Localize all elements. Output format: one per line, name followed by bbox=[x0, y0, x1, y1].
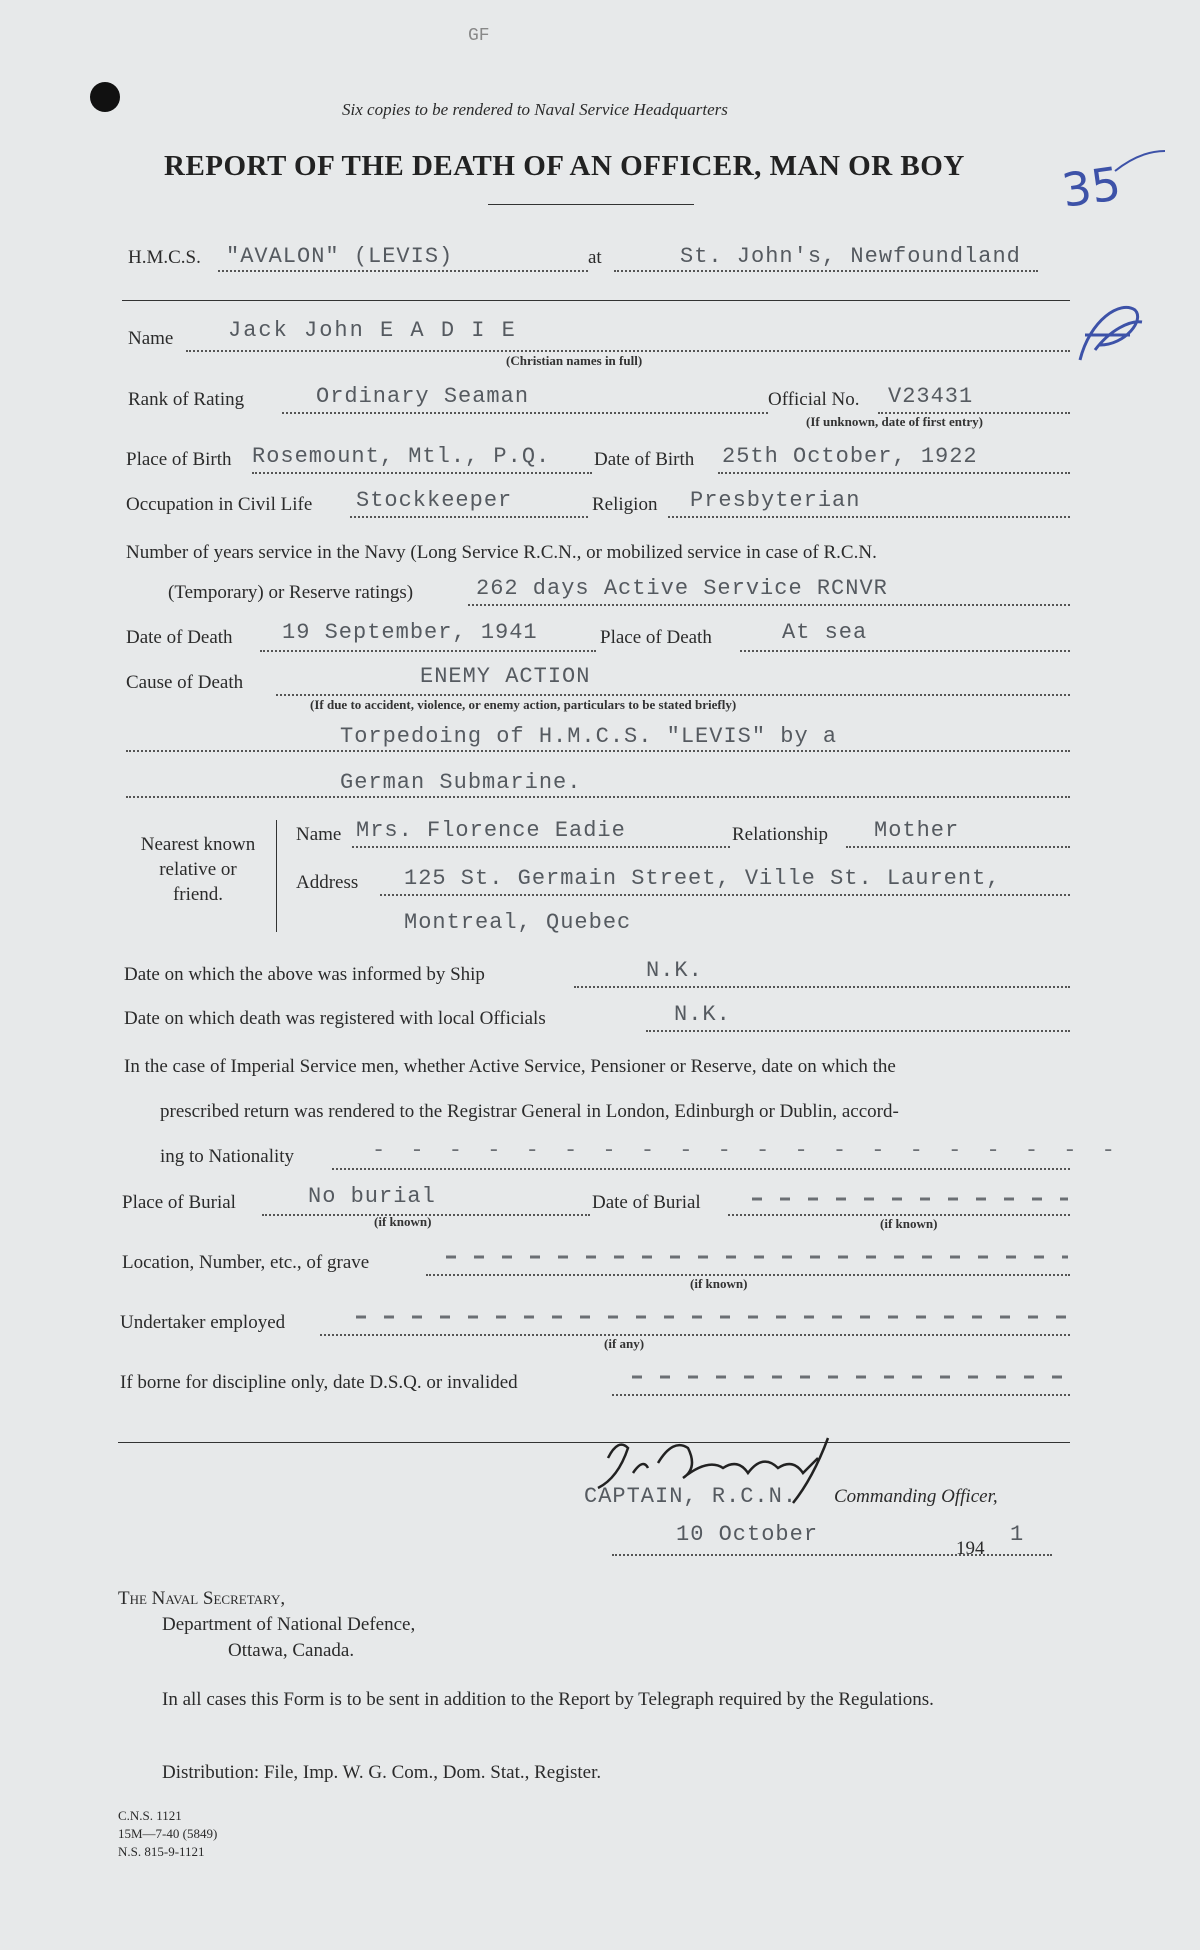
undertaker-dash-marks bbox=[356, 1310, 1068, 1324]
location-dash-marks bbox=[446, 1250, 1068, 1264]
informed-label: Date on which the above was informed by Ship bbox=[124, 964, 485, 985]
pencil-tick-icon bbox=[1110, 146, 1170, 176]
official-value: V23431 bbox=[888, 384, 974, 409]
birthdate-label: Date of Birth bbox=[594, 449, 695, 470]
location-label: Location, Number, etc., of grave bbox=[122, 1252, 370, 1273]
location-note: (if known) bbox=[690, 1276, 748, 1291]
name-label: Name bbox=[128, 328, 174, 349]
service-label-1: Number of years service in the Navy (Long Service R.C.N., or mobilized service in case of R.C.N. bbox=[126, 542, 877, 563]
form-code-3: N.S. 815-9-1121 bbox=[118, 1844, 205, 1859]
burialdate-dash-marks bbox=[752, 1192, 1068, 1206]
rank-label: Rank of Rating bbox=[128, 389, 245, 410]
address-value-1: 125 St. Germain Street, Ville St. Laurent, bbox=[404, 866, 1001, 891]
burial-value: No burial bbox=[308, 1184, 436, 1209]
rel-name-value: Mrs. Florence Eadie bbox=[356, 818, 626, 843]
burialdate-label: Date of Burial bbox=[592, 1192, 701, 1213]
address-label: Address bbox=[296, 872, 359, 893]
official-note: (If unknown, date of first entry) bbox=[806, 414, 983, 429]
undertaker-note: (if any) bbox=[604, 1336, 645, 1351]
cause-label: Cause of Death bbox=[126, 672, 244, 693]
officer-label: Commanding Officer, bbox=[834, 1486, 998, 1507]
signature-date: 10 October bbox=[676, 1522, 819, 1547]
discipline-label: If borne for discipline only, date D.S.Q. or invalided bbox=[120, 1372, 518, 1393]
name-note: (Christian names in full) bbox=[506, 353, 643, 368]
copies-note: Six copies to be rendered to Naval Service Headquarters bbox=[342, 100, 728, 119]
deathdate-value: 19 September, 1941 bbox=[282, 620, 538, 645]
page-title: REPORT OF THE DEATH OF AN OFFICER, MAN OR BOY bbox=[164, 150, 965, 182]
header-rule bbox=[122, 300, 1070, 301]
official-label: Official No. bbox=[768, 389, 860, 410]
address-line-3: Ottawa, Canada. bbox=[228, 1640, 355, 1661]
form-code-2: 15M—7-40 (5849) bbox=[118, 1826, 218, 1841]
pencil-scribble-icon bbox=[1070, 290, 1150, 370]
cause-note: (If due to accident, violence, or enemy action, particulars to be stated briefly) bbox=[310, 697, 737, 712]
corner-code: GF bbox=[468, 26, 490, 46]
deathplace-label: Place of Death bbox=[600, 627, 712, 648]
cause-detail-2: German Submarine. bbox=[340, 770, 582, 795]
informed-value: N.K. bbox=[646, 958, 703, 983]
relative-label-line-3: friend. bbox=[172, 884, 224, 905]
address-value-2: Montreal, Quebec bbox=[404, 910, 632, 935]
cause-value: ENEMY ACTION bbox=[420, 664, 591, 689]
religion-label: Religion bbox=[592, 494, 658, 515]
occupation-label: Occupation in Civil Life bbox=[126, 494, 313, 515]
hmcs-value: "AVALON" (LEVIS) bbox=[226, 244, 454, 269]
relative-label-line-2: relative or bbox=[159, 859, 237, 880]
year-prefix: 194 bbox=[956, 1538, 985, 1559]
address-line-2: Department of National Defence, bbox=[162, 1614, 416, 1635]
title-underline bbox=[488, 204, 694, 205]
religion-value: Presbyterian bbox=[690, 488, 861, 513]
burial-label: Place of Burial bbox=[122, 1192, 236, 1213]
at-value: St. John's, Newfoundland bbox=[680, 244, 1021, 269]
registered-label: Date on which death was registered with local Officials bbox=[124, 1008, 546, 1029]
footer-note: In all cases this Form is to be sent in addition to the Report by Telegraph required by the Regulations. bbox=[162, 1689, 934, 1710]
rel-name-label: Name bbox=[296, 824, 342, 845]
relative-label-line-1: Nearest known bbox=[140, 834, 256, 855]
imperial-line-3: ing to Nationality bbox=[160, 1146, 295, 1167]
pencil-number: 35 bbox=[1058, 156, 1125, 218]
relationship-value: Mother bbox=[874, 818, 960, 843]
burial-note: (if known) bbox=[374, 1214, 432, 1229]
deathdate-label: Date of Death bbox=[126, 627, 233, 648]
relative-label bbox=[118, 832, 278, 907]
registered-value: N.K. bbox=[674, 1002, 731, 1027]
deathplace-value: At sea bbox=[782, 620, 868, 645]
cause-detail-1: Torpedoing of H.M.C.S. "LEVIS" by a bbox=[340, 724, 838, 749]
cause-detail-field-2 bbox=[126, 772, 1070, 798]
address-line-1: The Naval Secretary, bbox=[118, 1588, 286, 1609]
birthplace-label: Place of Birth bbox=[126, 449, 232, 470]
hmcs-label: H.M.C.S. bbox=[128, 247, 201, 268]
imperial-line-2: prescribed return was rendered to the Registrar General in London, Edinburgh or Dublin, accord- bbox=[160, 1101, 899, 1122]
punch-hole bbox=[90, 82, 120, 112]
occupation-value: Stockkeeper bbox=[356, 488, 513, 513]
rank-value: Ordinary Seaman bbox=[316, 384, 530, 409]
service-label-2: (Temporary) or Reserve ratings) bbox=[168, 582, 414, 603]
form-code-1: C.N.S. 1121 bbox=[118, 1808, 182, 1823]
birthdate-value: 25th October, 1922 bbox=[722, 444, 978, 469]
name-value: Jack John E A D I E bbox=[228, 318, 517, 343]
undertaker-label: Undertaker employed bbox=[120, 1312, 286, 1333]
service-value: 262 days Active Service RCNVR bbox=[476, 576, 888, 601]
burialdate-note: (if known) bbox=[880, 1216, 938, 1231]
nationality-dashes: - - - - - - - - - - - - - - - - - - - - bbox=[372, 1138, 1121, 1163]
year-suffix: 1 bbox=[1010, 1522, 1025, 1547]
discipline-dash-marks bbox=[632, 1370, 1068, 1384]
signer-rank: CAPTAIN, R.C.N. bbox=[584, 1484, 798, 1509]
birthplace-value: Rosemount, Mtl., P.Q. bbox=[252, 444, 551, 469]
at-label: at bbox=[588, 247, 602, 268]
cause-field bbox=[276, 670, 1070, 696]
relationship-label: Relationship bbox=[732, 824, 829, 845]
relative-brace bbox=[276, 820, 277, 932]
imperial-line-1: In the case of Imperial Service men, whether Active Service, Pensioner or Reserve, date on which the bbox=[124, 1056, 896, 1077]
distribution: Distribution: File, Imp. W. G. Com., Dom. Stat., Register. bbox=[162, 1762, 602, 1783]
